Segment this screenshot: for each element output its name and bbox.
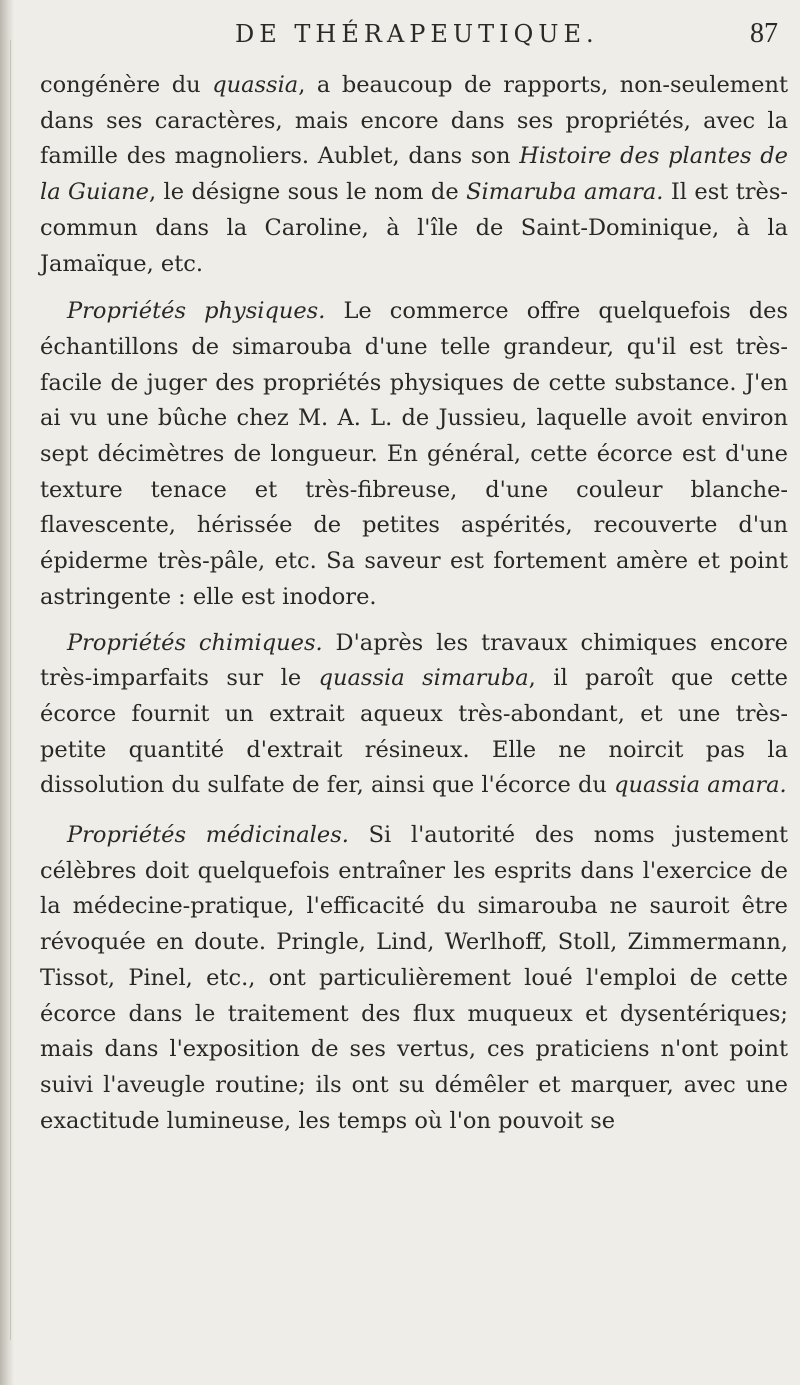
page-binding-shadow xyxy=(0,0,14,1385)
section-heading-physical: Propriétés physiques. xyxy=(67,298,326,325)
paragraph-medicinal-properties xyxy=(40,818,788,1139)
running-title: DE THÉRAPEUTIQUE. xyxy=(235,20,599,48)
text-run: , il paroît que cette écorce fournit un extrait aqueux très-abondant, et une très-petite quantité d'extrait résineux. Elle ne noircit pas la dissolution du sulfate de fer, ainsi que l'écorce du xyxy=(40,665,788,799)
italic-species-name: Simaruba amara. xyxy=(466,179,664,206)
paragraph-chemical-properties xyxy=(40,626,788,805)
page-number: 87 xyxy=(750,18,778,49)
italic-term: quassia xyxy=(212,72,299,98)
italic-book-title: Histoire des plantes de la Guiane xyxy=(40,143,788,206)
text-run: Si l'autorité des noms justement célèbres doit quelquefois entraîner les esprits dans l'exercice de la médecine-pratique, l'efficacité du simarouba ne sauroit être révoquée en doute. Pringle, Lind, Werlhoff, Stoll, Zimmermann, Tissot, Pinel, etc., ont particulièrement loué l'emploi de cette écorce dans le traitement des flux muqueux et dysentériques; mais dans l'exposition de ses vertus, ces praticiens n'ont point suivi l'aveugle routine; ils ont su démêler et marquer, avec une exactitude lumineuse, les temps où l'on pouvoit se xyxy=(40,822,788,1134)
italic-species-name: quassia amara. xyxy=(614,772,787,799)
text-run: , le désigne sous le nom de xyxy=(148,179,467,206)
paragraph-continuation xyxy=(40,68,788,282)
text-run: congénère du xyxy=(40,72,213,98)
section-heading-medicinal: Propriétés médicinales. xyxy=(67,822,349,849)
section-heading-chemical: Propriétés chimiques. xyxy=(67,629,323,656)
text-run: Il est très-commun dans la Caroline, à l'île de Saint-Dominique, à la Jamaïque, etc. xyxy=(40,179,788,277)
text-run: Le commerce offre quelquefois des échantillons de simarouba d'une telle grandeur, qu'il est très-facile de juger des propriétés physiques de cette substance. J'en ai vu une bûche chez M. A. L. de Jussieu, laquelle avoit environ sept décimètres de longueur. En général, cette écorce est d'une texture tenace et très-fibreuse, d'une couleur blanche-flavescente, hérissée de petites aspérités, recouverte d'un épiderme très-pâle, etc. Sa saveur est fortement amère et point astringente : elle est inodore. xyxy=(40,298,788,610)
text-run: D'après les travaux chimiques encore très-imparfaits sur le xyxy=(40,629,788,692)
text-run: , a beaucoup de rapports, non-seulement dans ses caractères, mais encore dans ses propriétés, avec la famille des magnoliers. Aublet, dans son xyxy=(40,72,788,170)
binding-edge-line xyxy=(10,40,11,1340)
body-text xyxy=(40,68,788,1139)
page-header xyxy=(0,20,800,60)
italic-species-name: quassia simaruba xyxy=(318,665,529,692)
paragraph-physical-properties xyxy=(40,294,788,615)
